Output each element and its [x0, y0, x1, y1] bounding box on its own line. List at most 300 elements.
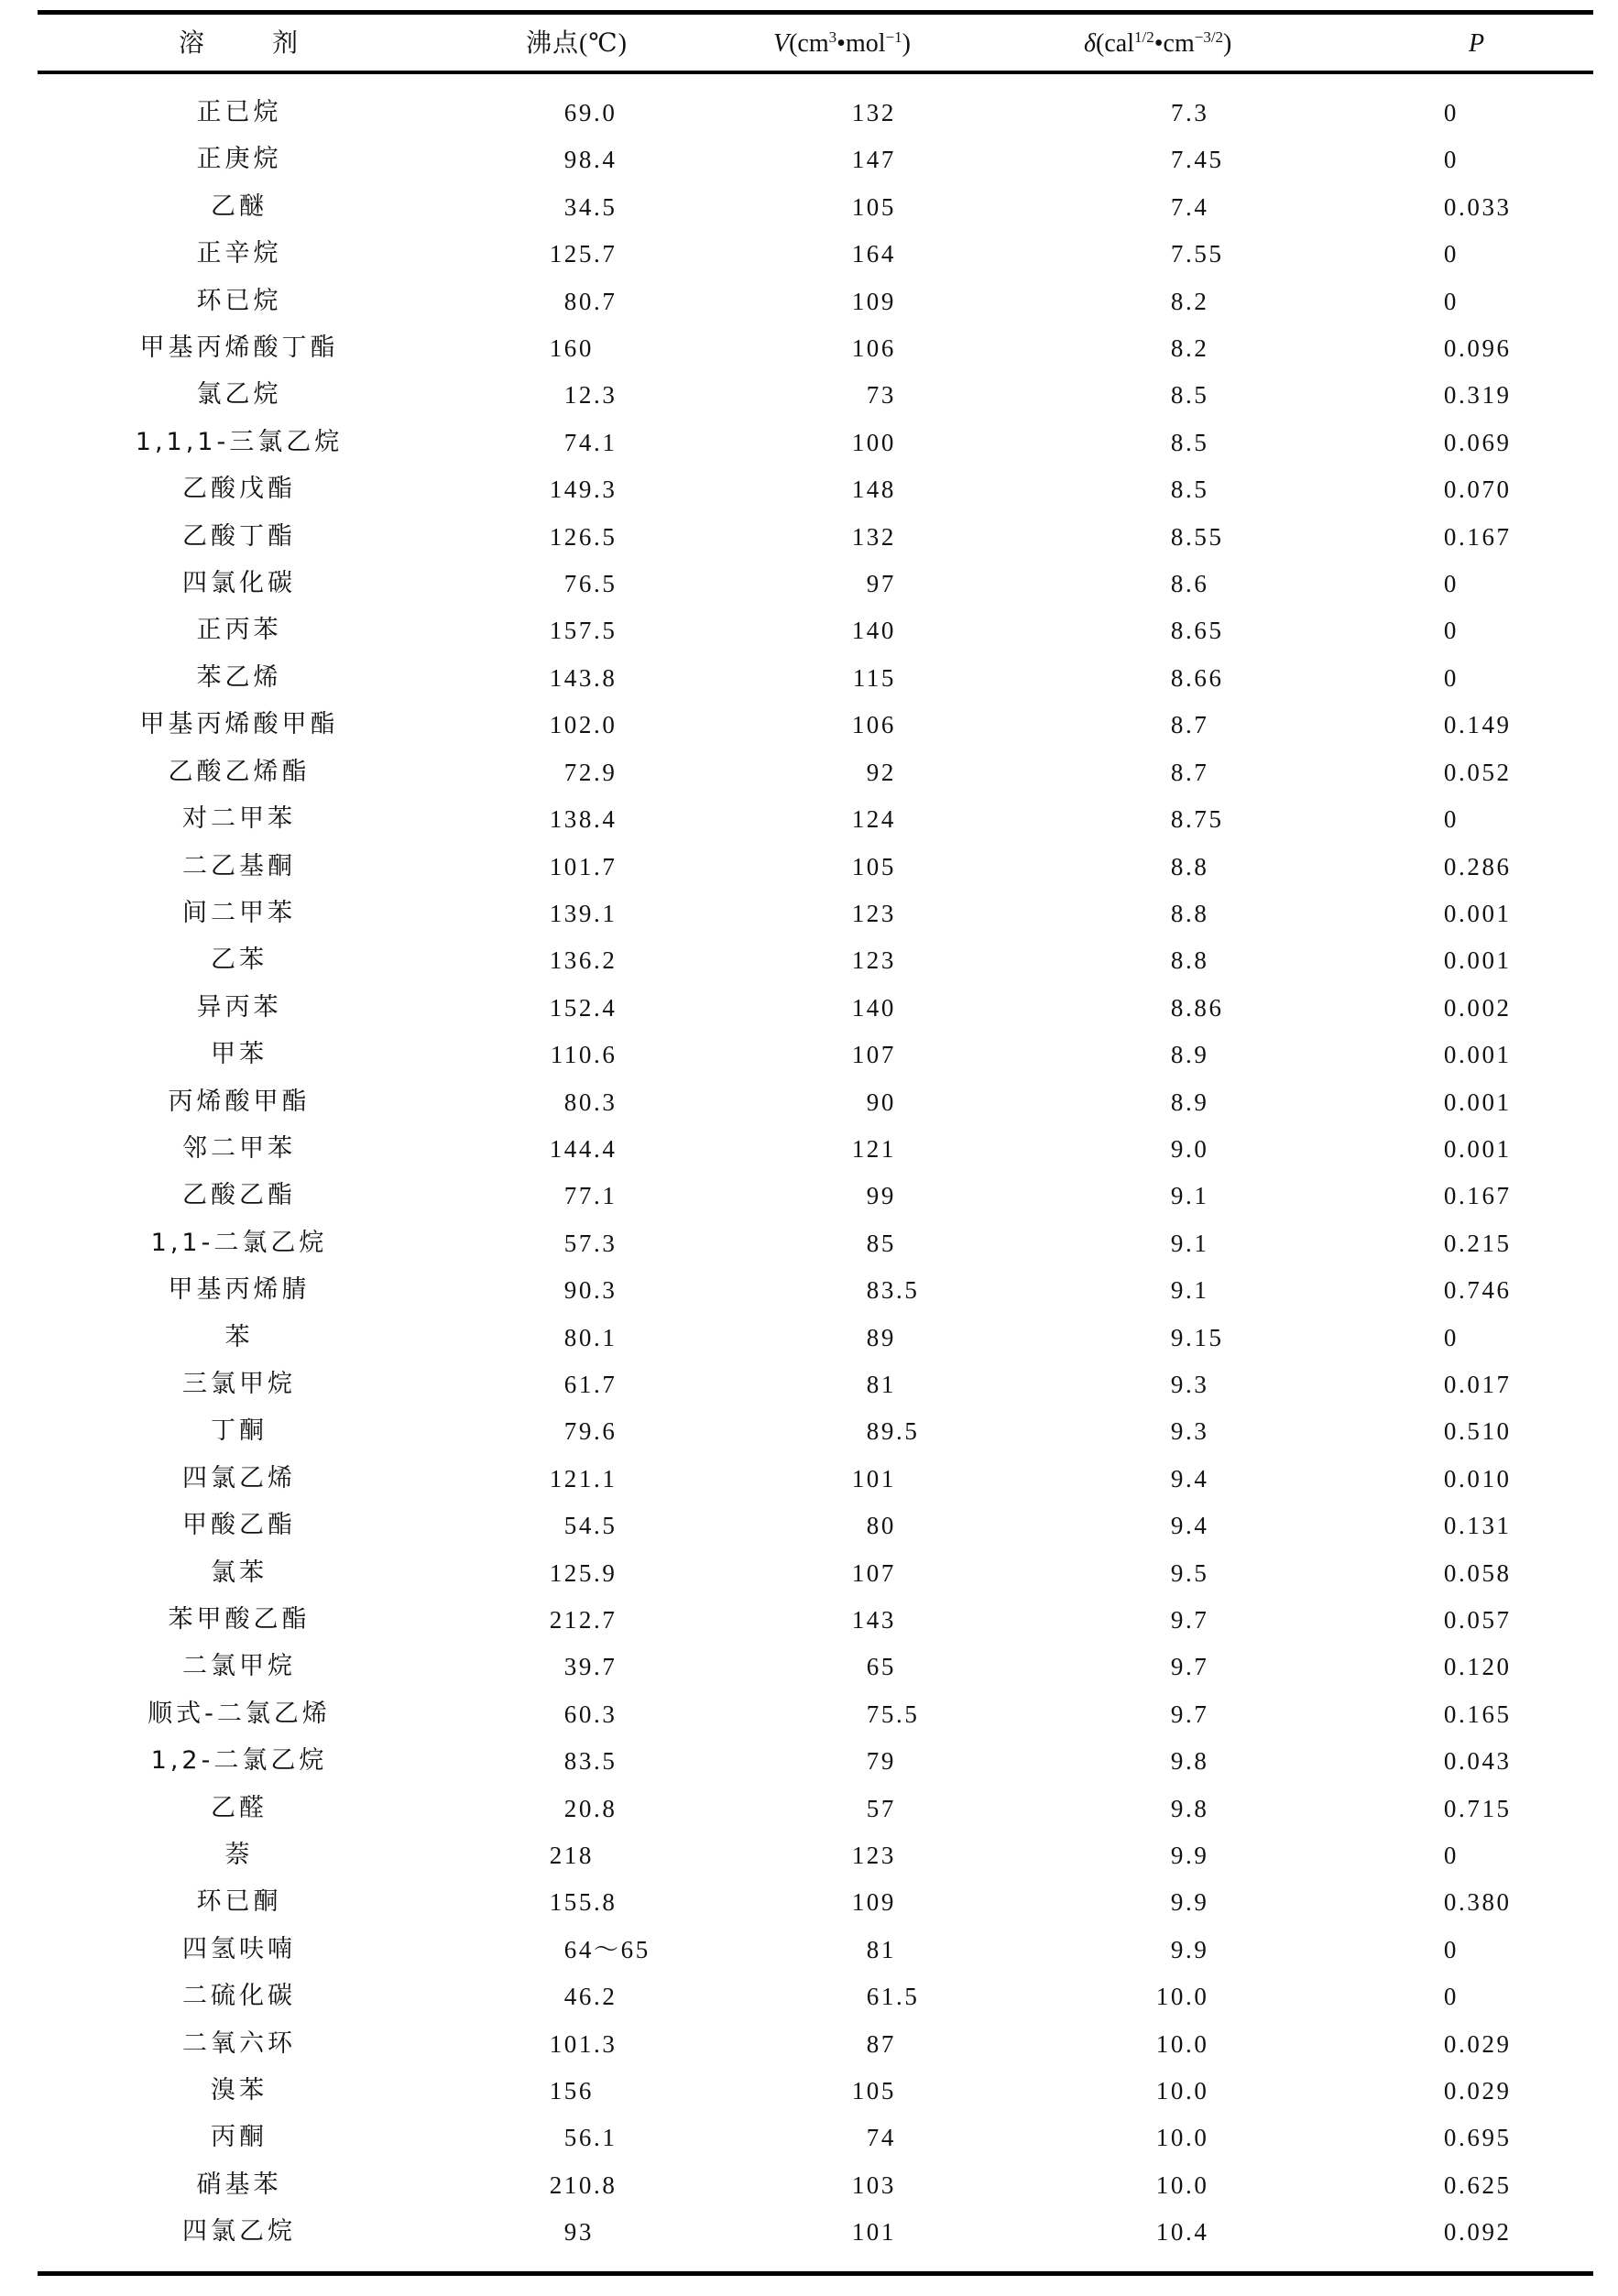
header-solvent: [179, 26, 298, 62]
solvent-name: 二氯甲烷: [182, 1652, 296, 1681]
value-integer-part: 81: [866, 1935, 896, 1963]
value-fraction-part: .2: [1186, 287, 1209, 315]
table-row: [0, 375, 1618, 421]
value-fraction-part: .4: [594, 805, 618, 834]
value-fraction-part: .052: [1459, 758, 1512, 786]
value-fraction-part: .3: [594, 1276, 618, 1305]
table-row: [0, 799, 1618, 846]
value-integer-part: 57: [866, 1794, 896, 1822]
value-fraction-part: .7: [594, 287, 618, 315]
value-fraction-part: .069: [1459, 428, 1512, 456]
value-fraction-part: .9: [1186, 1041, 1209, 1069]
table-row: [0, 705, 1618, 751]
value-integer-part: 10: [1155, 2218, 1186, 2247]
value-integer-part: 105: [851, 192, 896, 221]
value-fraction-part: .070: [1459, 476, 1512, 504]
solvent-name: 乙苯: [211, 946, 268, 975]
value-integer-part: 75: [866, 1700, 896, 1728]
solvent-name: 苯甲酸乙酯: [168, 1605, 311, 1634]
value-fraction-part: .15: [1186, 1323, 1224, 1351]
value-fraction-part: .4: [594, 146, 618, 174]
value-integer-part: 7: [1170, 240, 1186, 268]
header-solvent-char-1: 溶: [179, 29, 205, 58]
value-fraction-part: .7: [1186, 1653, 1209, 1681]
table-header: [0, 26, 1618, 62]
solvent-name: 二氧六环: [182, 2028, 296, 2058]
value-fraction-part: .286: [1459, 852, 1512, 880]
value-integer-part: 90: [866, 1088, 896, 1116]
value-integer-part: 8: [1170, 381, 1186, 410]
value-integer-part: 143: [851, 1606, 896, 1634]
value-fraction-part: .746: [1459, 1276, 1512, 1305]
value-integer-part: 0: [1443, 663, 1459, 692]
value-integer-part: 132: [851, 522, 896, 551]
value-fraction-part: .4: [1186, 192, 1209, 221]
table-top-rule: [38, 10, 1593, 15]
value-fraction-part: .0: [1186, 1983, 1209, 2011]
value-integer-part: 107: [851, 1558, 896, 1587]
table-row: [0, 1694, 1618, 1741]
table-row: [0, 1129, 1618, 1175]
value-integer-part: 156: [549, 2077, 594, 2105]
value-integer-part: 57: [563, 1229, 594, 1257]
value-integer-part: 0: [1443, 711, 1459, 739]
table-row: [0, 1646, 1618, 1693]
value-integer-part: 80: [563, 1323, 594, 1351]
value-integer-part: 74: [866, 2124, 896, 2152]
value-fraction-part: .7: [1186, 1606, 1209, 1634]
value-fraction-part: .7: [1186, 1700, 1209, 1728]
value-integer-part: 0: [1443, 852, 1459, 880]
value-integer-part: 0: [1443, 1842, 1459, 1870]
value-integer-part: 0: [1443, 381, 1459, 410]
value-fraction-part: .5: [1186, 428, 1209, 456]
solvent-name: 二硫化碳: [182, 1982, 296, 2011]
solvent-name: 间二甲苯: [182, 898, 296, 927]
solvent-name: 正庚烷: [196, 145, 282, 174]
value-fraction-part: .7: [594, 1606, 618, 1634]
value-integer-part: 79: [866, 1747, 896, 1776]
value-integer-part: 83: [866, 1276, 896, 1305]
value-integer-part: 7: [1170, 99, 1186, 126]
value-fraction-part: .8: [1186, 899, 1209, 927]
value-integer-part: 8: [1170, 852, 1186, 880]
value-integer-part: 164: [851, 240, 896, 268]
value-integer-part: 0: [1443, 617, 1459, 645]
value-integer-part: 218: [549, 1842, 594, 1870]
value-fraction-part: .001: [1459, 1088, 1512, 1116]
solvent-name: 甲酸乙酯: [182, 1511, 296, 1540]
value-fraction-part: .7: [1186, 758, 1209, 786]
value-integer-part: 80: [563, 1088, 594, 1116]
solvent-name: 氯乙烷: [196, 380, 282, 410]
solvent-name: 乙酸戊酯: [182, 475, 296, 504]
solvent-name: 甲基丙烯腈: [168, 1275, 311, 1305]
value-integer-part: 0: [1443, 1935, 1459, 1963]
value-fraction-part: .058: [1459, 1558, 1512, 1587]
value-integer-part: 109: [851, 287, 896, 315]
value-integer-part: 9: [1170, 1182, 1186, 1210]
value-integer-part: 0: [1443, 476, 1459, 504]
table-row: [0, 1317, 1618, 1364]
value-integer-part: 101: [851, 1464, 896, 1492]
value-fraction-part: .3: [594, 476, 618, 504]
value-fraction-part: .5: [594, 192, 618, 221]
header-polarity: P: [1469, 29, 1485, 58]
table-row: [0, 422, 1618, 469]
value-fraction-part: .1: [1186, 1276, 1209, 1305]
value-integer-part: 0: [1443, 2218, 1459, 2247]
value-integer-part: 0: [1443, 1041, 1459, 1069]
value-integer-part: 8: [1170, 993, 1186, 1022]
solvent-name: 甲基丙烯酸丁酯: [139, 333, 339, 363]
table-row: [0, 1741, 1618, 1788]
value-integer-part: 106: [851, 334, 896, 363]
value-integer-part: 8: [1170, 1088, 1186, 1116]
value-integer-part: 61: [866, 1983, 896, 2011]
value-integer-part: 9: [1170, 1558, 1186, 1587]
table-row: [0, 658, 1618, 705]
value-integer-part: 0: [1443, 1417, 1459, 1446]
value-fraction-part: .092: [1459, 2218, 1512, 2247]
value-integer-part: 126: [549, 522, 594, 551]
value-integer-part: 9: [1170, 1276, 1186, 1305]
value-integer-part: 20: [563, 1794, 594, 1822]
value-fraction-part: .4: [594, 993, 618, 1022]
value-integer-part: 0: [1443, 899, 1459, 927]
value-fraction-part: .7: [594, 852, 618, 880]
value-integer-part: 140: [851, 993, 896, 1022]
value-integer-part: 0: [1443, 1700, 1459, 1728]
solvent-name: 异丙苯: [196, 992, 282, 1022]
table-row: [0, 1223, 1618, 1270]
solvent-name: 氯苯: [211, 1558, 268, 1587]
value-integer-part: 0: [1443, 1747, 1459, 1776]
value-fraction-part: .7: [1186, 711, 1209, 739]
solvent-name: 四氯化碳: [182, 569, 296, 598]
value-fraction-part: .4: [1186, 2218, 1209, 2247]
value-fraction-part: .1: [594, 1464, 618, 1492]
solvent-name: 四氯乙烯: [182, 1463, 296, 1492]
value-integer-part: 10: [1155, 2124, 1186, 2152]
value-fraction-part: .380: [1459, 1888, 1512, 1917]
value-fraction-part: .215: [1459, 1229, 1512, 1257]
value-fraction-part: .165: [1459, 1700, 1512, 1728]
value-integer-part: 46: [563, 1983, 594, 2011]
value-fraction-part: .0: [1186, 2124, 1209, 2152]
value-fraction-part: .319: [1459, 381, 1512, 410]
value-integer-part: 8: [1170, 287, 1186, 315]
solvent-name: 1,1-二氯乙烷: [150, 1228, 328, 1257]
value-integer-part: 0: [1443, 1983, 1459, 2011]
value-integer-part: 73: [866, 381, 896, 410]
value-fraction-part: .5: [896, 1983, 920, 2011]
value-integer-part: 101: [851, 2218, 896, 2247]
value-integer-part: 144: [549, 1134, 594, 1163]
value-integer-part: 0: [1443, 99, 1459, 126]
table-row: [0, 469, 1618, 516]
table-row: [0, 1270, 1618, 1317]
value-integer-part: 56: [563, 2124, 594, 2152]
value-fraction-part: .8: [1186, 1794, 1209, 1822]
value-integer-part: 0: [1443, 570, 1459, 598]
value-integer-part: 123: [851, 1842, 896, 1870]
value-fraction-part: .167: [1459, 1182, 1512, 1210]
value-integer-part: 9: [1170, 1888, 1186, 1917]
value-fraction-part: .0: [1186, 2029, 1209, 2058]
value-integer-part: 0: [1443, 522, 1459, 551]
value-fraction-part: .033: [1459, 192, 1512, 221]
value-fraction-part: .9: [594, 758, 618, 786]
value-fraction-part: .4: [1186, 1512, 1209, 1540]
value-integer-part: 9: [1170, 1229, 1186, 1257]
value-fraction-part: .1: [1186, 1229, 1209, 1257]
value-integer-part: 100: [851, 428, 896, 456]
value-integer-part: 9: [1170, 1653, 1186, 1681]
value-integer-part: 89: [866, 1417, 896, 1446]
value-integer-part: 9: [1170, 1935, 1186, 1963]
value-fraction-part: .5: [594, 522, 618, 551]
value-fraction-part: .5: [1186, 1558, 1209, 1587]
value-fraction-part: .167: [1459, 522, 1512, 551]
table-row: [0, 2024, 1618, 2071]
table-row: [0, 2117, 1618, 2164]
value-fraction-part: .5: [1186, 381, 1209, 410]
value-integer-part: 0: [1443, 993, 1459, 1022]
solvent-name: 三氯甲烷: [182, 1369, 296, 1398]
value-integer-part: 125: [549, 1558, 594, 1587]
value-integer-part: 0: [1443, 146, 1459, 174]
value-integer-part: 0: [1443, 1794, 1459, 1822]
table-row: [0, 847, 1618, 893]
value-fraction-part: .6: [1186, 570, 1209, 598]
value-integer-part: 8: [1170, 476, 1186, 504]
table-row: [0, 1364, 1618, 1411]
value-fraction-part: .9: [594, 1558, 618, 1587]
value-integer-part: 60: [563, 1700, 594, 1728]
value-integer-part: 87: [866, 2029, 896, 2058]
table-row: [0, 2071, 1618, 2117]
value-integer-part: 10: [1155, 2170, 1186, 2199]
value-integer-part: 0: [1443, 1088, 1459, 1116]
value-fraction-part: .55: [1186, 240, 1224, 268]
value-integer-part: 93: [563, 2218, 594, 2247]
table-row: [0, 610, 1618, 657]
value-integer-part: 106: [851, 711, 896, 739]
table-row: [0, 1930, 1618, 1976]
value-integer-part: 9: [1170, 1700, 1186, 1728]
value-integer-part: 121: [851, 1134, 896, 1163]
table-row: [0, 93, 1618, 139]
value-fraction-part: .8: [1186, 852, 1209, 880]
value-integer-part: 9: [1170, 1794, 1186, 1822]
value-integer-part: 34: [563, 192, 594, 221]
table-row: [0, 1175, 1618, 1222]
value-integer-part: 155: [549, 1888, 594, 1917]
table-row: [0, 281, 1618, 328]
value-fraction-part: .149: [1459, 711, 1512, 739]
value-integer-part: 0: [1443, 240, 1459, 268]
solvent-name: 丙酮: [211, 2123, 268, 2152]
value-integer-part: 8: [1170, 946, 1186, 975]
value-fraction-part: .5: [1186, 476, 1209, 504]
value-integer-part: 0: [1443, 1464, 1459, 1492]
value-integer-part: 8: [1170, 805, 1186, 834]
value-fraction-part: .5: [594, 1512, 618, 1540]
solvent-name: 苯: [224, 1322, 254, 1351]
value-fraction-part: .3: [594, 1229, 618, 1257]
table-bottom-rule: [38, 2271, 1593, 2276]
table-row: [0, 1600, 1618, 1646]
solvent-name: 丁酮: [211, 1416, 268, 1446]
value-integer-part: 8: [1170, 758, 1186, 786]
table-row: [0, 234, 1618, 280]
solvent-name: 硝基苯: [196, 2170, 282, 2199]
value-fraction-part: .029: [1459, 2077, 1512, 2105]
value-integer-part: 7: [1170, 146, 1186, 174]
value-integer-part: 12: [563, 381, 594, 410]
solvent-name: 乙醛: [211, 1793, 268, 1822]
value-integer-part: 124: [851, 805, 896, 834]
value-integer-part: 89: [866, 1323, 896, 1351]
table-body: [0, 93, 1618, 2259]
value-integer-part: 9: [1170, 1512, 1186, 1540]
value-integer-part: 121: [549, 1464, 594, 1492]
value-fraction-part: .120: [1459, 1653, 1512, 1681]
value-integer-part: 39: [563, 1653, 594, 1681]
value-fraction-part: .45: [1186, 146, 1224, 174]
value-integer-part: 9: [1170, 1606, 1186, 1634]
value-integer-part: 9: [1170, 1370, 1186, 1398]
value-fraction-part: .625: [1459, 2170, 1512, 2199]
value-fraction-part: .86: [1186, 993, 1224, 1022]
solvent-name: 顺式-二氯乙烯: [148, 1699, 331, 1728]
table-row: [0, 752, 1618, 799]
value-fraction-part: .131: [1459, 1512, 1512, 1540]
table-row: [0, 1411, 1618, 1458]
value-fraction-part: .029: [1459, 2029, 1512, 2058]
value-fraction-part: .043: [1459, 1747, 1512, 1776]
solvent-name: 环已酮: [196, 1887, 282, 1917]
value-fraction-part: .0: [1186, 2170, 1209, 2199]
value-integer-part: 210: [549, 2170, 594, 2199]
value-fraction-part: .5: [896, 1417, 920, 1446]
solvent-name: 萘: [224, 1841, 254, 1870]
value-integer-part: 103: [851, 2170, 896, 2199]
value-integer-part: 139: [549, 899, 594, 927]
table-row: [0, 1034, 1618, 1081]
value-fraction-part: .1: [594, 2124, 618, 2152]
value-integer-part: 101: [549, 2029, 594, 2058]
value-integer-part: 0: [1443, 1323, 1459, 1351]
value-fraction-part: .8: [594, 2170, 618, 2199]
value-integer-part: 77: [563, 1182, 594, 1210]
value-integer-part: 61: [563, 1370, 594, 1398]
value-fraction-part: .9: [1186, 1088, 1209, 1116]
value-fraction-part: ～65: [594, 1935, 650, 1963]
value-integer-part: 0: [1443, 2077, 1459, 2105]
value-integer-part: 0: [1443, 287, 1459, 315]
table-header-rule: [38, 71, 1593, 74]
value-integer-part: 10: [1155, 2077, 1186, 2105]
value-fraction-part: .4: [594, 1134, 618, 1163]
value-integer-part: 160: [549, 334, 594, 363]
table-row: [0, 2165, 1618, 2212]
value-fraction-part: .715: [1459, 1794, 1512, 1822]
value-fraction-part: .7: [594, 240, 618, 268]
value-fraction-part: .1: [594, 1323, 618, 1351]
value-integer-part: 157: [549, 617, 594, 645]
value-fraction-part: .65: [1186, 617, 1224, 645]
value-integer-part: 69: [563, 99, 594, 126]
value-integer-part: 0: [1443, 334, 1459, 363]
solvent-name: 邻二甲苯: [182, 1133, 296, 1163]
value-integer-part: 0: [1443, 758, 1459, 786]
solvent-name: 乙酸乙烯酯: [168, 757, 311, 786]
value-integer-part: 10: [1155, 2029, 1186, 2058]
table-row: [0, 139, 1618, 186]
table-row: [0, 328, 1618, 375]
solvent-name: 正辛烷: [196, 239, 282, 268]
value-integer-part: 9: [1170, 1464, 1186, 1492]
solvent-name: 乙酸乙酯: [182, 1181, 296, 1210]
value-fraction-part: .2: [594, 1983, 618, 2011]
table-row: [0, 1976, 1618, 2023]
value-integer-part: 0: [1443, 2170, 1459, 2199]
value-fraction-part: .0: [594, 711, 618, 739]
value-fraction-part: .510: [1459, 1417, 1512, 1446]
solvent-name: 二乙基酮: [182, 851, 296, 880]
value-fraction-part: .5: [594, 617, 618, 645]
value-integer-part: 0: [1443, 1606, 1459, 1634]
value-integer-part: 123: [851, 946, 896, 975]
value-fraction-part: .5: [896, 1700, 920, 1728]
value-integer-part: 64: [563, 1935, 594, 1963]
value-fraction-part: .66: [1186, 663, 1224, 692]
value-integer-part: 80: [563, 287, 594, 315]
solvent-name: 乙醚: [211, 191, 268, 221]
value-fraction-part: .55: [1186, 522, 1224, 551]
value-fraction-part: .6: [594, 1041, 618, 1069]
value-integer-part: 97: [866, 570, 896, 598]
value-fraction-part: .017: [1459, 1370, 1512, 1398]
value-integer-part: 8: [1170, 617, 1186, 645]
value-integer-part: 109: [851, 1888, 896, 1917]
value-fraction-part: .0: [1186, 1134, 1209, 1163]
value-integer-part: 0: [1443, 428, 1459, 456]
value-fraction-part: .3: [1186, 1417, 1209, 1446]
value-fraction-part: .8: [1186, 946, 1209, 975]
table-row: [0, 988, 1618, 1034]
value-integer-part: 115: [852, 663, 896, 692]
value-integer-part: 0: [1443, 1653, 1459, 1681]
table-row: [0, 893, 1618, 940]
table-row: [0, 1882, 1618, 1929]
value-fraction-part: .096: [1459, 334, 1512, 363]
value-integer-part: 54: [563, 1512, 594, 1540]
solvent-name: 甲苯: [211, 1040, 268, 1069]
value-fraction-part: .3: [594, 381, 618, 410]
value-integer-part: 9: [1170, 1747, 1186, 1776]
value-fraction-part: .057: [1459, 1606, 1512, 1634]
solvent-name: 四氢呋喃: [182, 1934, 296, 1963]
solvent-name: 1,2-二氯乙烷: [150, 1746, 328, 1776]
value-integer-part: 9: [1170, 1417, 1186, 1446]
value-fraction-part: .1: [594, 1182, 618, 1210]
value-integer-part: 149: [549, 476, 594, 504]
value-integer-part: 105: [851, 852, 896, 880]
value-fraction-part: .1: [594, 899, 618, 927]
